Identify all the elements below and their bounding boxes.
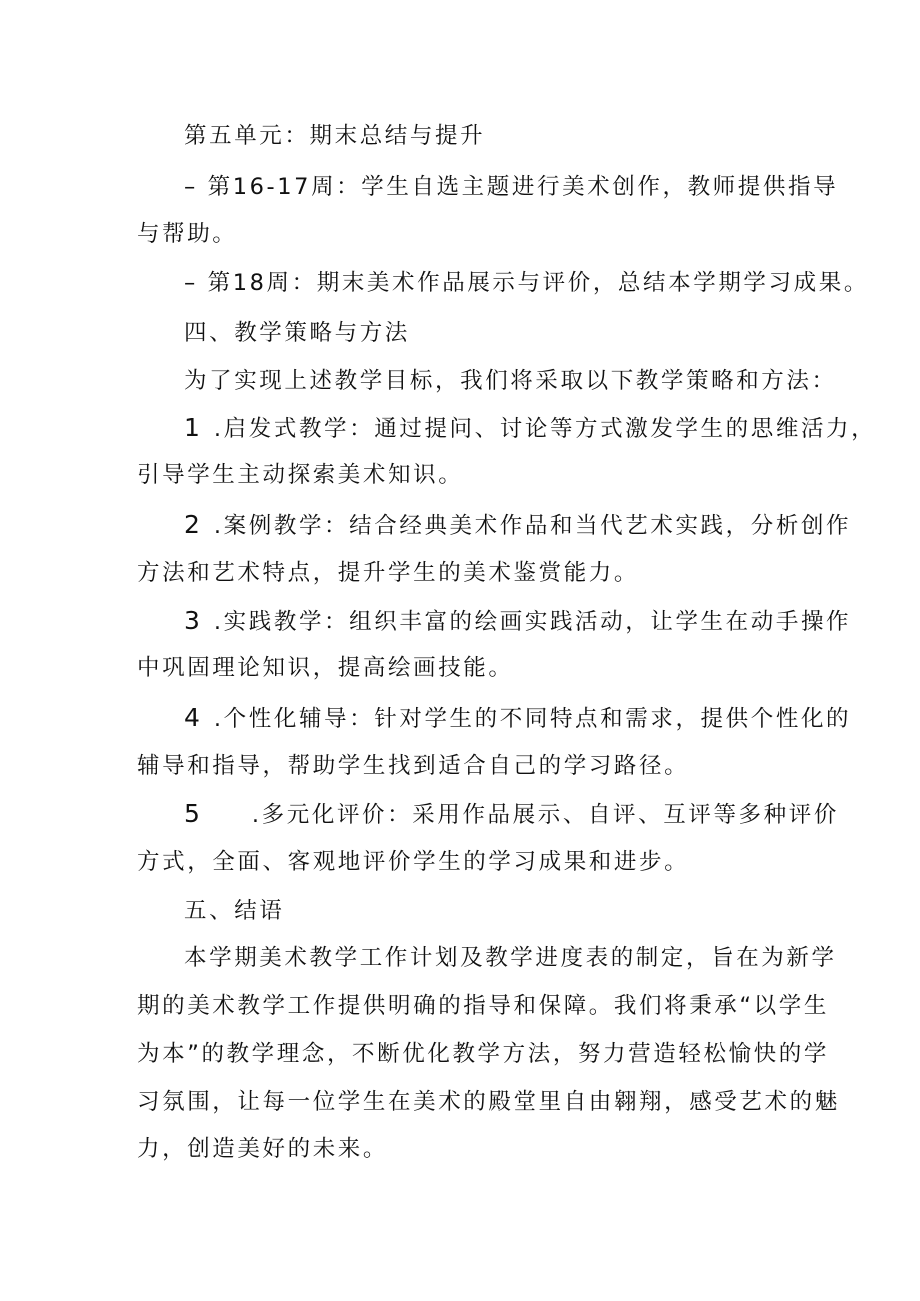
strategy-5-line1 xyxy=(184,799,839,830)
unit5-item2: – 第18周：期末美术作品展示与评价，总结本学期学习成果。 xyxy=(184,270,869,296)
strategy-number: 3 xyxy=(184,606,200,635)
strategy-number: 1 xyxy=(184,413,200,442)
strategy-1-line2: 引导学生主动探索美术知识。 xyxy=(137,462,464,488)
conclusion-line: 期的美术教学工作提供明确的指导和保障。我们将秉承“以学生 xyxy=(137,993,829,1019)
strategy-text: .实践教学：组织丰富的绘画实践活动，让学生在动手操作 xyxy=(213,609,852,635)
conclusion-line: 力，创造美好的未来。 xyxy=(137,1136,389,1162)
unit5-item1-line1: – 第16-17周：学生自选主题进行美术创作，教师提供指导 xyxy=(184,174,839,200)
section5-heading: 五、结语 xyxy=(184,898,285,924)
strategy-1-line1 xyxy=(184,413,876,444)
strategy-5-line2: 方式，全面、客观地评价学生的学习成果和进步。 xyxy=(137,849,690,875)
strategy-text: .案例教学：结合经典美术作品和当代艺术实践，分析创作 xyxy=(213,513,852,539)
strategy-4-line1 xyxy=(184,703,851,734)
strategy-4-line2: 辅导和指导，帮助学生找到适合自己的学习路径。 xyxy=(137,753,690,779)
strategy-text: .多元化评价：采用作品展示、自评、互评等多种评价 xyxy=(251,802,839,828)
strategy-2-line2: 方法和艺术特点，提升学生的美术鉴赏能力。 xyxy=(137,560,640,586)
strategy-number: 2 xyxy=(184,510,200,539)
conclusion-line: 为本”的教学理念，不断优化教学方法，努力营造轻松愉快的学 xyxy=(137,1041,829,1067)
conclusion-line: 本学期美术教学工作计划及教学进度表的制定，旨在为新学 xyxy=(184,945,837,971)
conclusion-line: 习氛围，让每一位学生在美术的殿堂里自由翱翔，感受艺术的魅 xyxy=(137,1089,840,1115)
strategy-3-line1 xyxy=(184,606,851,637)
strategy-3-line2: 中巩固理论知识，提高绘画技能。 xyxy=(137,655,514,681)
section4-intro: 为了实现上述教学目标，我们将采取以下教学策略和方法： xyxy=(184,368,837,394)
strategy-text: .启发式教学：通过提问、讨论等方式激发学生的思维活力， xyxy=(213,416,877,442)
unit5-item1-line2: 与帮助。 xyxy=(137,221,238,247)
strategy-number: 5 xyxy=(184,799,200,828)
strategy-2-line1 xyxy=(184,510,851,541)
strategy-text: .个性化辅导：针对学生的不同特点和需求，提供个性化的 xyxy=(213,706,852,732)
section4-heading: 四、教学策略与方法 xyxy=(184,320,410,346)
unit5-heading: 第五单元：期末总结与提升 xyxy=(184,123,486,149)
strategy-number: 4 xyxy=(184,703,200,732)
